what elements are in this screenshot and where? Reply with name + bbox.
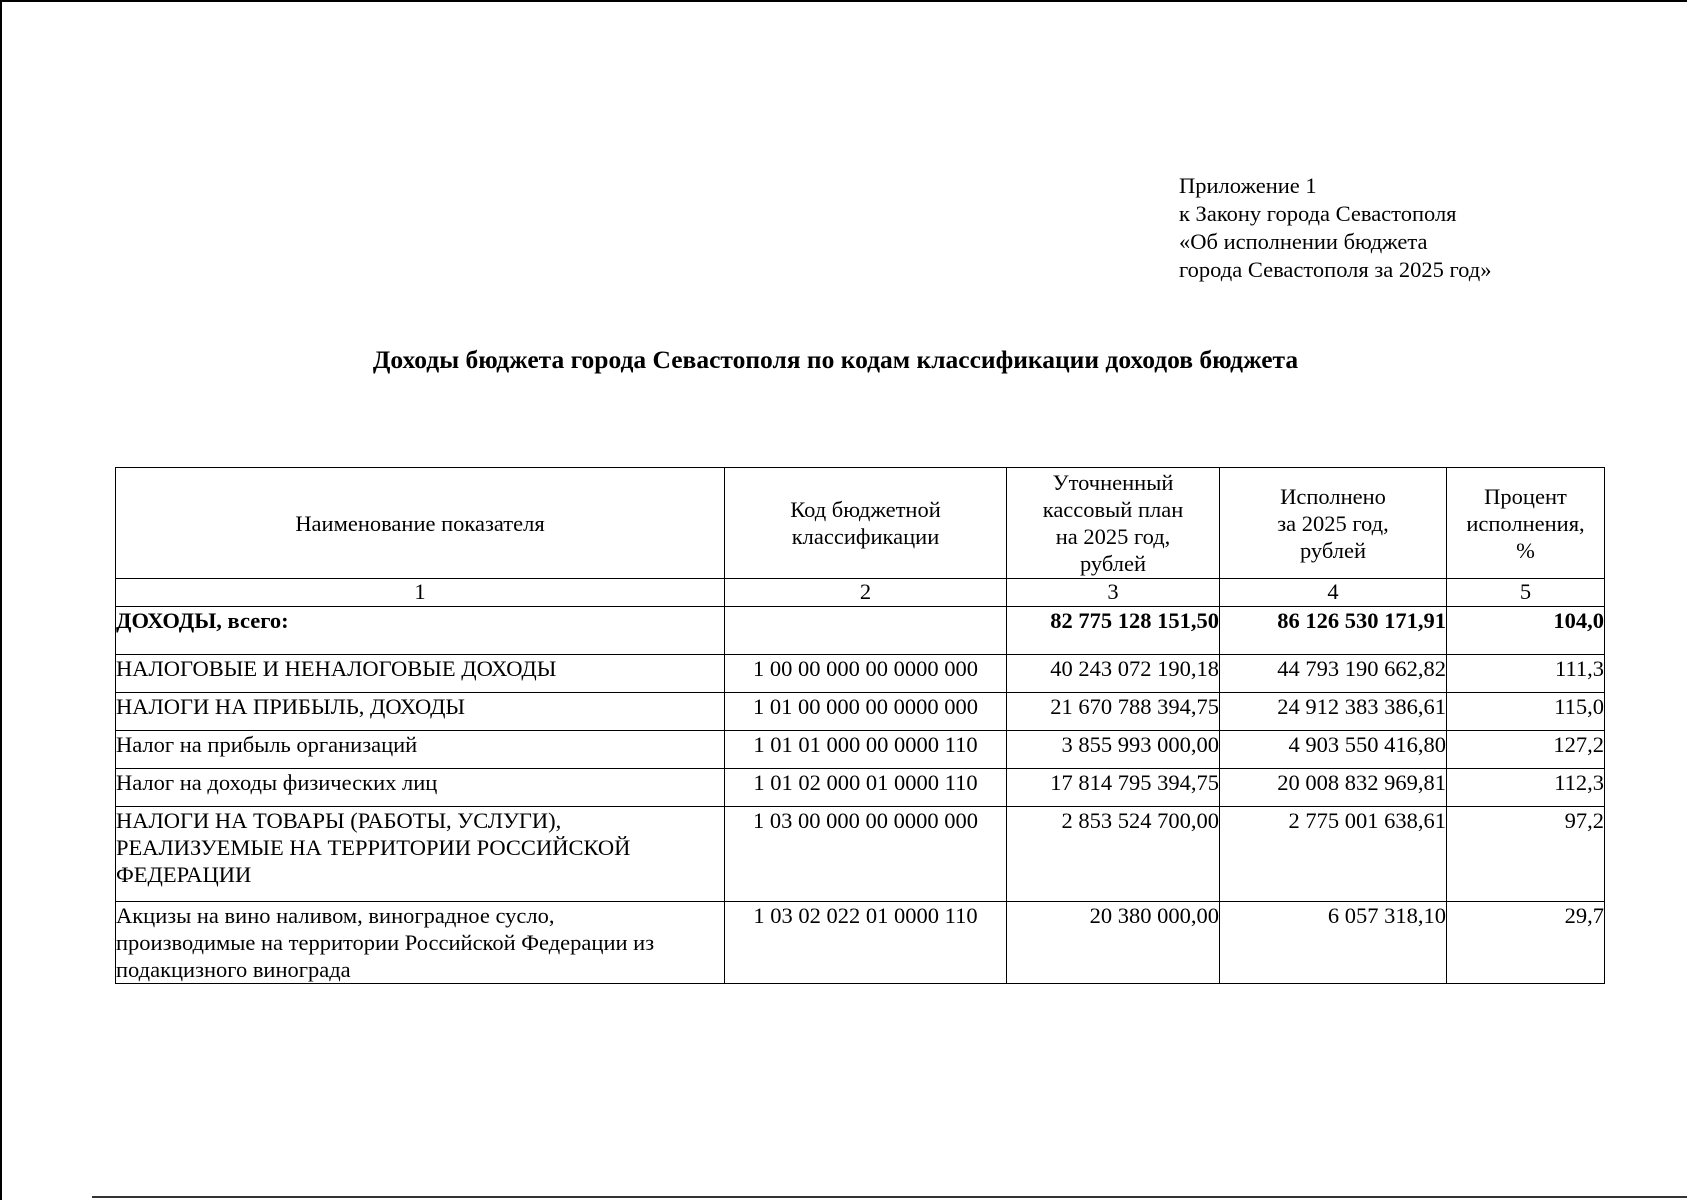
page-border-top (0, 0, 1687, 2)
table-row (116, 693, 1605, 731)
row-name (116, 807, 725, 902)
table-row (116, 769, 1605, 807)
row-name: Налог на доходы физических лиц (116, 769, 725, 807)
header-percent-line: Процент (1484, 483, 1567, 509)
row-plan: 21 670 788 394,75 (1007, 693, 1220, 731)
row-name-line: НАЛОГИ НА ТОВАРЫ (РАБОТЫ, УСЛУГИ), (116, 808, 562, 833)
row-executed: 2 775 001 638,61 (1220, 807, 1447, 902)
row-code: 1 00 00 000 00 0000 000 (725, 655, 1007, 693)
row-code: 1 01 02 000 01 0000 110 (725, 769, 1007, 807)
row-name-line: ФЕДЕРАЦИИ (116, 862, 252, 887)
page-border-left (0, 0, 2, 1200)
row-name-line: подакцизного винограда (116, 957, 351, 982)
table-header-row (116, 468, 1605, 579)
row-code: 1 01 00 000 00 0000 000 (725, 693, 1007, 731)
row-plan: 3 855 993 000,00 (1007, 731, 1220, 769)
header-percent (1447, 468, 1605, 579)
row-name: ДОХОДЫ, всего: (116, 607, 725, 655)
header-code-line: Код бюджетной (790, 497, 941, 522)
row-name: НАЛОГИ НА ПРИБЫЛЬ, ДОХОДЫ (116, 693, 725, 731)
row-percent: 112,3 (1447, 769, 1605, 807)
row-percent: 104,0 (1447, 607, 1605, 655)
row-plan: 40 243 072 190,18 (1007, 655, 1220, 693)
row-executed: 24 912 383 386,61 (1220, 693, 1447, 731)
header-code-line: классификации (791, 524, 940, 549)
table-row-total (116, 607, 1605, 655)
appendix-note (1179, 172, 1491, 284)
appendix-line: к Закону города Севастополя (1179, 201, 1457, 226)
header-plan-line: на 2025 год, (1055, 524, 1171, 549)
row-percent: 29,7 (1447, 902, 1605, 984)
page-border-bottom (92, 1196, 1687, 1198)
document-title (0, 344, 1687, 376)
appendix-line: города Севастополя за 2025 год» (1179, 257, 1492, 282)
row-percent: 97,2 (1447, 807, 1605, 902)
income-table (115, 467, 1605, 984)
document-title-text: Доходы бюджета города Севастополя по кодам классификации доходов бюджета (372, 345, 1299, 374)
row-percent: 111,3 (1447, 655, 1605, 693)
row-name: НАЛОГОВЫЕ И НЕНАЛОГОВЫЕ ДОХОДЫ (116, 655, 725, 693)
column-number-row (116, 579, 1605, 607)
row-name-line: РЕАЛИЗУЕМЫЕ НА ТЕРРИТОРИИ РОССИЙСКОЙ (116, 835, 631, 860)
header-executed-line: за 2025 год, (1277, 510, 1389, 536)
table-row (116, 902, 1605, 984)
row-code: 1 03 02 022 01 0000 110 (725, 902, 1007, 984)
header-plan-line: рублей (1079, 551, 1147, 576)
header-plan (1007, 468, 1220, 579)
table-row (116, 731, 1605, 769)
header-name (116, 468, 725, 579)
row-name (116, 902, 725, 984)
row-code: 1 01 01 000 00 0000 110 (725, 731, 1007, 769)
header-executed-line: Исполнено (1280, 483, 1386, 509)
table-row (116, 655, 1605, 693)
header-name-text: Наименование показателя (295, 510, 545, 536)
column-number: 5 (1447, 579, 1605, 607)
row-plan: 17 814 795 394,75 (1007, 769, 1220, 807)
header-plan-line: кассовый план (1042, 497, 1184, 522)
row-plan: 20 380 000,00 (1007, 902, 1220, 984)
row-plan: 2 853 524 700,00 (1007, 807, 1220, 902)
column-number: 3 (1007, 579, 1220, 607)
row-plan: 82 775 128 151,50 (1007, 607, 1220, 655)
row-percent: 115,0 (1447, 693, 1605, 731)
header-plan-line: Уточненный (1052, 470, 1174, 495)
column-number: 2 (725, 579, 1007, 607)
table-row (116, 807, 1605, 902)
column-number: 4 (1220, 579, 1447, 607)
row-name-line: производимые на территории Российской Федерации из (116, 930, 655, 955)
header-executed (1220, 468, 1447, 579)
row-executed: 86 126 530 171,91 (1220, 607, 1447, 655)
row-executed: 6 057 318,10 (1220, 902, 1447, 984)
header-code (725, 468, 1007, 579)
header-percent-line: исполнения, (1466, 510, 1585, 536)
row-code: 1 03 00 000 00 0000 000 (725, 807, 1007, 902)
appendix-line: «Об исполнении бюджета (1179, 229, 1428, 254)
row-executed: 44 793 190 662,82 (1220, 655, 1447, 693)
appendix-line: Приложение 1 (1179, 173, 1317, 198)
row-executed: 4 903 550 416,80 (1220, 731, 1447, 769)
row-code (725, 607, 1007, 655)
header-executed-line: рублей (1299, 537, 1367, 563)
header-percent-line: % (1516, 537, 1535, 563)
row-name-line: Акцизы на вино наливом, виноградное сусло, (116, 903, 555, 928)
row-executed: 20 008 832 969,81 (1220, 769, 1447, 807)
row-percent: 127,2 (1447, 731, 1605, 769)
column-number: 1 (116, 579, 725, 607)
row-name: Налог на прибыль организаций (116, 731, 725, 769)
